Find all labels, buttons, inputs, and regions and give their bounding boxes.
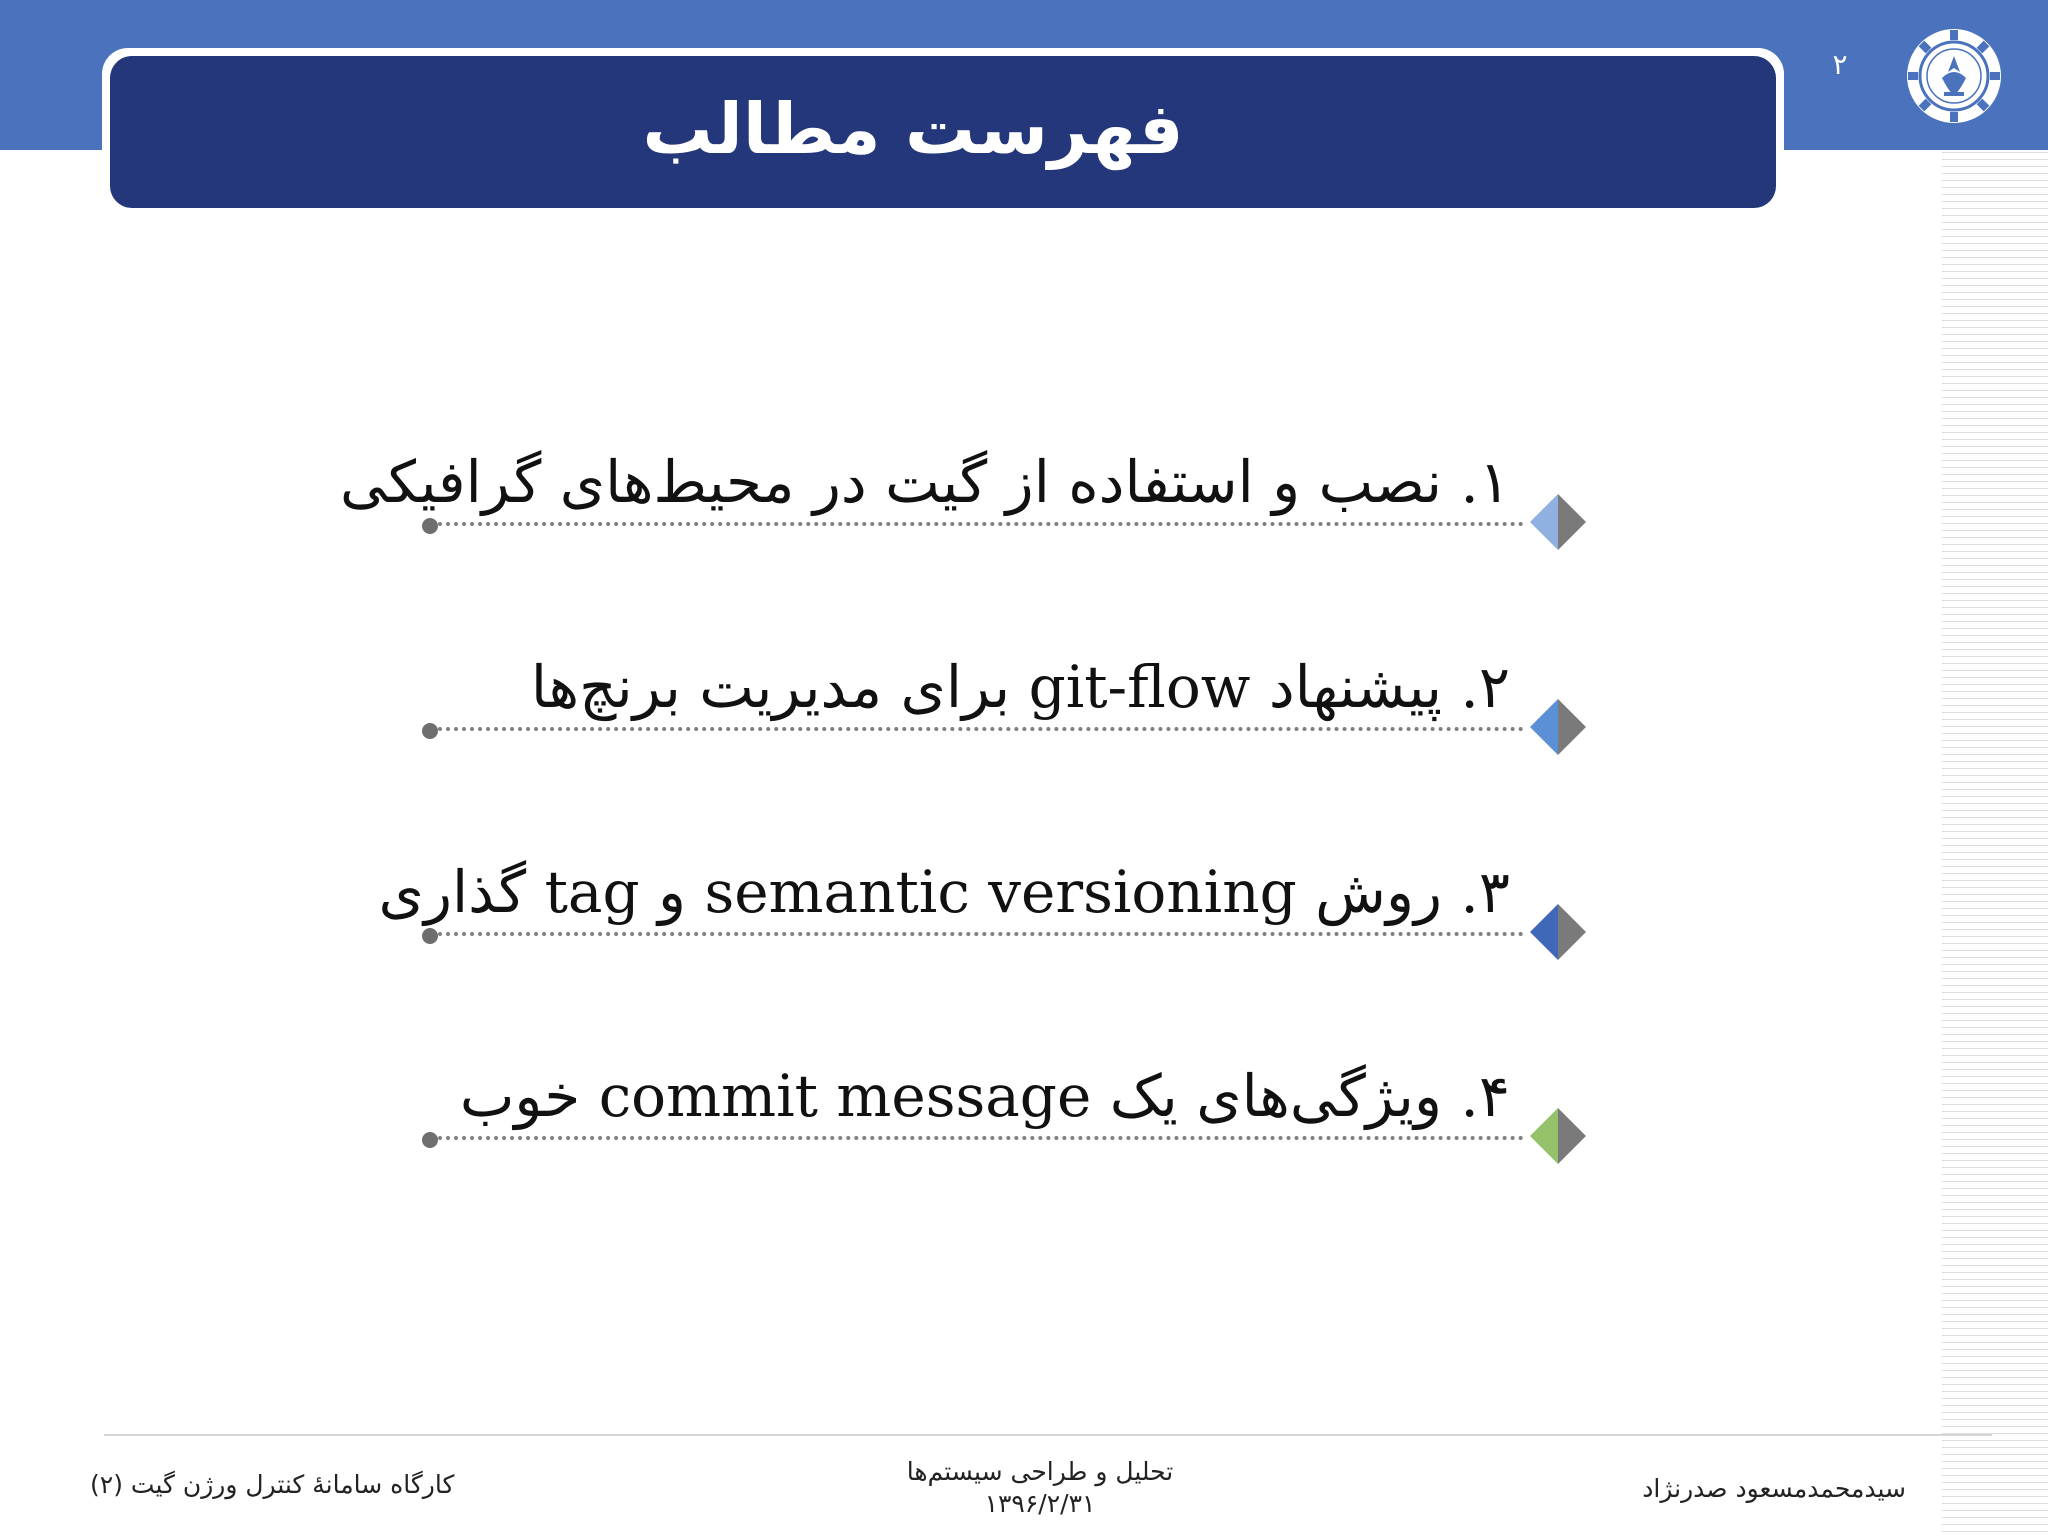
leader-dot [422, 723, 438, 739]
toc-item-text: ۱. نصب و استفاده از گیت در محیط‌های گرافیکی [339, 448, 1510, 516]
diamond-right-half [1558, 494, 1586, 550]
dotted-leader [430, 932, 1524, 936]
diamond-bullet-icon [1528, 902, 1588, 962]
dotted-leader [430, 1136, 1524, 1140]
diamond-left-half [1530, 699, 1558, 755]
diamond-left-half [1530, 904, 1558, 960]
page-title: فهرست مطالب [642, 88, 1184, 170]
footer-subject: تحلیل و طراحی سیستم‌ها [906, 1457, 1174, 1486]
dotted-leader [430, 727, 1524, 731]
diamond-left-half [1530, 494, 1558, 550]
diamond-bullet-icon [1528, 697, 1588, 757]
diamond-left-half [1530, 1108, 1558, 1164]
footer-center [880, 1456, 1200, 1520]
diamond-right-half [1558, 1108, 1586, 1164]
toc-item-2 [420, 615, 1580, 755]
footer-course-title: کارگاه سامانهٔ کنترل ورژن گیت (۲) [90, 1470, 455, 1499]
diamond-right-half [1558, 904, 1586, 960]
title-bar [110, 56, 1776, 208]
leader-dot [422, 928, 438, 944]
toc-item-3 [378, 820, 1580, 960]
leader-dot [422, 1132, 438, 1148]
decorative-stripes [1942, 152, 2048, 1536]
footer-divider [104, 1434, 1992, 1436]
leader-dot [422, 518, 438, 534]
footer-date: ۱۳۹۶/۲/۳۱ [984, 1489, 1096, 1518]
diamond-right-half [1558, 699, 1586, 755]
dotted-leader [430, 522, 1524, 526]
diamond-bullet-icon [1528, 1106, 1588, 1166]
toc-item-text: ۴. ویژگی‌های یک commit message خوب [459, 1062, 1510, 1130]
toc-item-4 [420, 1024, 1580, 1164]
slide-number: ۲ [1832, 48, 1848, 81]
university-gear-emblem-icon [1904, 26, 2004, 126]
diamond-bullet-icon [1528, 492, 1588, 552]
footer-author: سیدمحمدمسعود صدرنژاد [1642, 1474, 1906, 1503]
toc-item-1 [339, 410, 1580, 550]
toc-item-text: ۲. پیشنهاد git-flow برای مدیریت برنچ‌ها [530, 653, 1510, 721]
toc-item-text: ۳. روش semantic versioning و tag گذاری [378, 858, 1510, 926]
